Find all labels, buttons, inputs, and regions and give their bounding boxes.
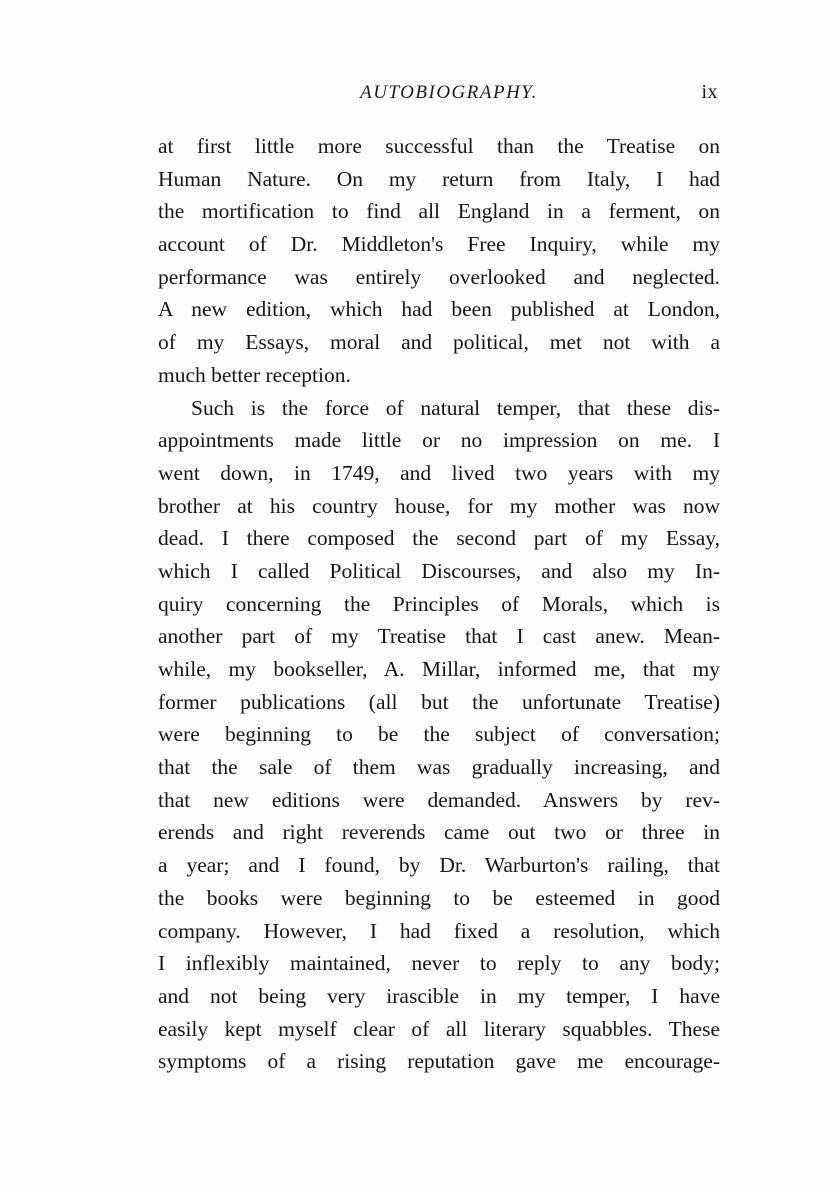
text-line: brother at his country house, for my mother was now xyxy=(158,493,720,518)
text-line: former publications (all but the unfortunate Treatise) xyxy=(158,689,720,714)
text-line: symptoms of a rising reputation gave me encourage- xyxy=(158,1049,720,1074)
running-title: AUTOBIOGRAPHY. xyxy=(360,82,538,103)
text-line: and not being very irascible in my temper, I have xyxy=(158,983,720,1008)
text-line: much better reception. xyxy=(158,362,351,387)
text-line: Such is the force of natural temper, that these dis- xyxy=(191,395,720,420)
paragraph-2 xyxy=(158,392,720,1078)
text-line: company. However, I had fixed a resolution, which xyxy=(158,918,720,943)
paragraph-1 xyxy=(158,130,720,392)
text-line: appointments made little or no impression on me. I xyxy=(158,428,720,453)
text-line: the books were beginning to be esteemed in good xyxy=(158,885,720,910)
text-line: account of Dr. Middleton's Free Inquiry, while my xyxy=(158,232,720,257)
text-line: a year; and I found, by Dr. Warburton's railing, that xyxy=(158,853,720,878)
text-line: quiry concerning the Principles of Morals, which is xyxy=(158,591,720,616)
page-number: ix xyxy=(701,81,718,103)
text-line: were beginning to be the subject of conversation; xyxy=(158,722,720,747)
text-line: while, my bookseller, A. Millar, informed me, that my xyxy=(158,657,720,681)
text-line: A new edition, which had been published at London, xyxy=(158,297,720,322)
text-line: went down, in 1749, and lived two years with my xyxy=(158,460,720,485)
text-line: at first little more successful than the Treatise on xyxy=(158,134,720,158)
body-text xyxy=(158,130,720,1078)
text-line: easily kept myself clear of all literary squabbles. These xyxy=(158,1016,720,1041)
text-line: I inflexibly maintained, never to reply to any body; xyxy=(158,951,720,976)
text-line: the mortification to find all England in a ferment, on xyxy=(158,199,720,224)
text-line: another part of my Treatise that I cast anew. Mean- xyxy=(158,624,720,649)
text-line: of my Essays, moral and political, met not with a xyxy=(158,330,720,355)
text-line: erends and right reverends came out two or three in xyxy=(158,820,720,845)
text-line: that new editions were demanded. Answers by rev- xyxy=(158,787,720,812)
text-line: performance was entirely overlooked and neglected. xyxy=(158,264,720,289)
text-line: which I called Political Discourses, and also my In- xyxy=(158,558,720,583)
running-head xyxy=(158,80,720,114)
text-line: that the sale of them was gradually increasing, and xyxy=(158,755,720,780)
text-line: dead. I there composed the second part of my Essay, xyxy=(158,526,720,551)
text-line: Human Nature. On my return from Italy, I had xyxy=(158,166,720,191)
